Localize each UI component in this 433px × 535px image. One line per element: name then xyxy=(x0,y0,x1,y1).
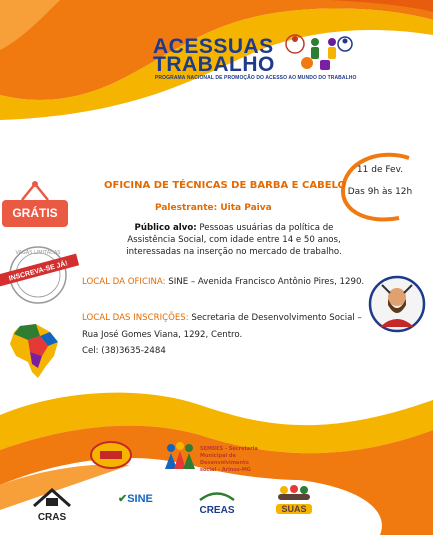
stamp-main-text: INSCREVA-SE JÁ! xyxy=(8,260,69,283)
creas-arc-icon xyxy=(196,491,238,501)
brand-line1: ACESSUAS xyxy=(153,35,274,58)
suas-label: SUAS xyxy=(276,504,312,514)
brand-subtitle: PROGRAMA NACIONAL DE PROMOÇÃO DO ACESSO AO MUNDO DO TRABALHO xyxy=(155,75,357,81)
brand-line2: TRABALHO xyxy=(153,53,275,76)
semdes-label: SEMDES - Secretaria Municipal de Desenvolvimento social - Arinos-MG xyxy=(200,446,258,473)
location-text: SINE – Avenida Francisco Antônio Pires, 1290. xyxy=(168,277,365,287)
event-audience xyxy=(118,222,350,258)
audience-text: Pessoas usuárias da política de Assistência Social, com idade entre 14 e 50 anos, interessadas na inserção no mercado de trabalho. xyxy=(126,223,342,257)
audience-label: Público alvo: xyxy=(134,223,197,233)
event-speaker: Palestrante: Uita Paiva xyxy=(155,203,272,213)
event-datetime xyxy=(340,165,420,197)
location-label: LOCAL DA OFICINA: xyxy=(82,277,166,287)
event-location xyxy=(82,274,367,291)
registration-label: LOCAL DAS INSCRIÇÕES: xyxy=(82,313,189,323)
cras-logo xyxy=(30,486,74,522)
gratis-badge: GRÁTIS xyxy=(2,200,68,227)
brand-logo-text xyxy=(153,35,275,76)
creas-logo xyxy=(196,486,238,516)
semdes-people-icon xyxy=(163,441,197,471)
cras-label: CRAS xyxy=(37,512,67,523)
inscreva-stamp xyxy=(0,244,79,306)
contact-phone: Cel: (38)3635-2484 xyxy=(82,346,166,356)
creas-label: CREAS xyxy=(199,505,235,516)
tag-hanger-icon xyxy=(20,180,50,202)
people-icon xyxy=(285,30,353,74)
registration-text: Secretaria de Desenvolvimento Social – Rua José Gomes Viana, 1292, Centro. xyxy=(82,313,362,340)
suas-logo xyxy=(276,484,312,514)
sine-check-icon: ✔ xyxy=(118,493,128,505)
event-date: 11 de Fev. xyxy=(356,165,404,175)
barber-icon xyxy=(368,275,426,333)
suas-people-icon xyxy=(276,484,312,500)
brazil-map-icon xyxy=(6,322,60,382)
municipality-logo xyxy=(90,440,132,470)
sine-label: SINE xyxy=(127,493,153,505)
event-time: Das 9h às 12h xyxy=(347,187,413,197)
event-title: OFICINA DE TÉCNICAS DE BARBA E CABELO xyxy=(104,180,347,191)
house-icon xyxy=(30,486,74,508)
sine-logo xyxy=(118,492,153,505)
registration-location xyxy=(82,310,372,344)
stamp-ring-text: VAGAS LIMITADAS xyxy=(15,250,61,256)
